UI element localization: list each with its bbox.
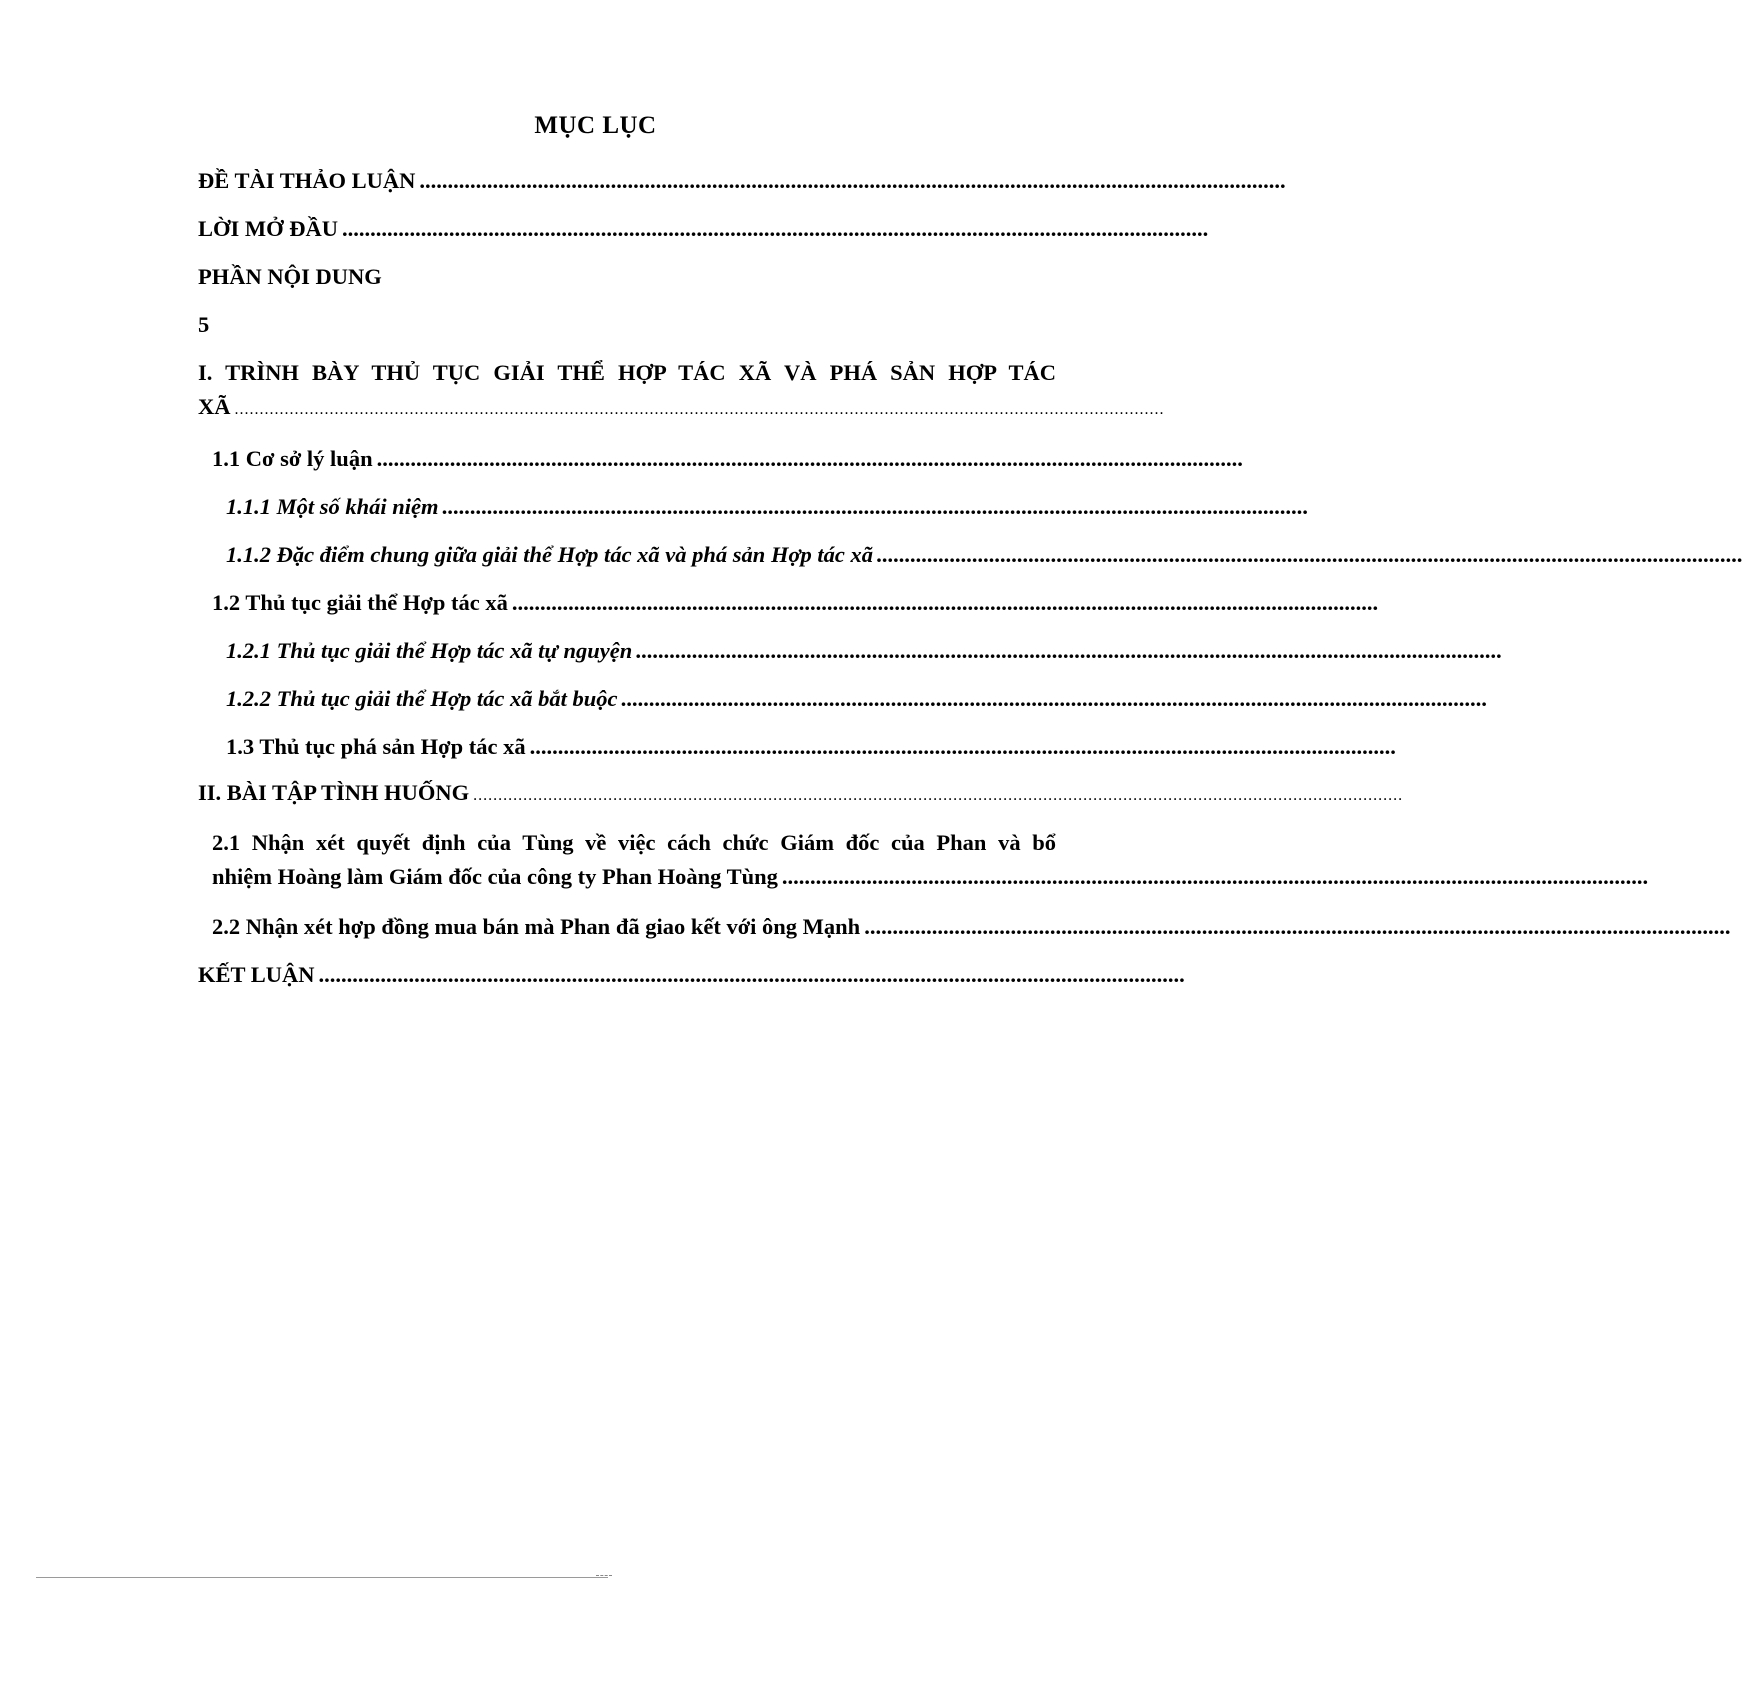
toc-entry-phan-noi-dung[interactable]: PHẦN NỘI DUNG [198, 264, 382, 289]
dot-leader: .......................................................................................................................................................... [511, 590, 1379, 615]
toc-entry-loi-mo-dau[interactable] [198, 216, 1209, 250]
dot-leader: .......................................................................................................................................................... [529, 734, 1396, 759]
footer-rule [36, 1577, 608, 1578]
dot-leader: .......................................................................................................................................................... [342, 216, 1209, 241]
dot-leader: .......................................................................................................................................................... [621, 686, 1488, 711]
page-title: MỤC LỤC [534, 112, 657, 139]
dot-leader: .......................................................................................................................................................... [781, 864, 1649, 889]
toc-entry-section-i-line2[interactable] [198, 394, 1165, 428]
toc-entry-label: ĐỀ TÀI THẢO LUẬN [198, 168, 416, 193]
dot-leader: .......................................................................................................................................................... [318, 962, 1185, 987]
toc-entry-1-1-1[interactable] [226, 494, 1309, 528]
toc-entry-label: 1.1.1 Một số khái niệm [226, 494, 439, 519]
toc-entry-label: LỜI MỞ ĐẦU [198, 216, 338, 241]
toc-entry-section-i-line1[interactable]: I. TRÌNH BÀY THỦ TỤC GIẢI THỂ HỢP TÁC XÃ VÀ PHÁ SẢN HỢP TÁC [198, 360, 1056, 385]
toc-entry-label: II. BÀI TẬP TÌNH HUỐNG [198, 780, 470, 805]
footer-rule-tick [596, 1575, 612, 1576]
toc-entry-1-2-2[interactable] [226, 686, 1488, 720]
toc-entry-1-3[interactable] [226, 734, 1396, 768]
toc-entry-de-tai[interactable] [198, 168, 1286, 202]
toc-entry-label: KẾT LUẬN [198, 962, 315, 987]
toc-entry-label: 1.2.1 Thủ tục giải thể Hợp tác xã tự nguyện [226, 638, 633, 663]
dot-leader: .......................................................................................................................................................... [877, 542, 1743, 567]
toc-entry-ket-luan[interactable] [198, 962, 1185, 996]
toc-entry-label: 1.2 Thủ tục giải thể Hợp tác xã [212, 590, 508, 615]
toc-entry-1-1[interactable] [212, 446, 1243, 480]
toc-entry-2-1-line1[interactable]: 2.1 Nhận xét quyết định của Tùng về việc cách chức Giám đốc của Phan và bổ [212, 830, 1056, 855]
dot-leader: .......................................................................................................................................................... [376, 446, 1243, 471]
toc-entry-2-2[interactable] [212, 914, 1731, 948]
toc-entry-1-2[interactable] [212, 590, 1379, 624]
dot-leader: .......................................................................................................................................................................................... [234, 401, 1165, 418]
dot-leader: .......................................................................................................................................................... [864, 914, 1731, 939]
toc-entry-section-ii[interactable] [198, 780, 1404, 814]
toc-entry-1-2-1[interactable] [226, 638, 1503, 672]
toc-entry-label: 1.2.2 Thủ tục giải thể Hợp tác xã bắt buộc [226, 686, 618, 711]
toc-entry-label: nhiệm Hoàng làm Giám đốc của công ty Phan Hoàng Tùng [212, 864, 778, 889]
toc-entry-1-1-2[interactable] [226, 542, 1743, 576]
toc-entry-label: 1.3 Thủ tục phá sản Hợp tác xã [226, 734, 526, 759]
toc-entry-2-1-line2[interactable] [212, 864, 1649, 898]
toc-page-number: 5 [198, 312, 210, 337]
toc-entry-label: XÃ [198, 394, 231, 419]
dot-leader: .......................................................................................................................................................... [636, 638, 1503, 663]
toc-entry-label: 2.2 Nhận xét hợp đồng mua bán mà Phan đã giao kết với ông Mạnh [212, 914, 861, 939]
dot-leader: .......................................................................................................................................................... [419, 168, 1286, 193]
dot-leader: .......................................................................................................................................................................................... [473, 787, 1404, 804]
toc-entry-label: 1.1.2 Đặc điểm chung giữa giải thể Hợp tác xã và phá sản Hợp tác xã [226, 542, 874, 567]
toc-entry-label: 1.1 Cơ sở lý luận [212, 446, 373, 471]
dot-leader: .......................................................................................................................................................... [442, 494, 1309, 519]
